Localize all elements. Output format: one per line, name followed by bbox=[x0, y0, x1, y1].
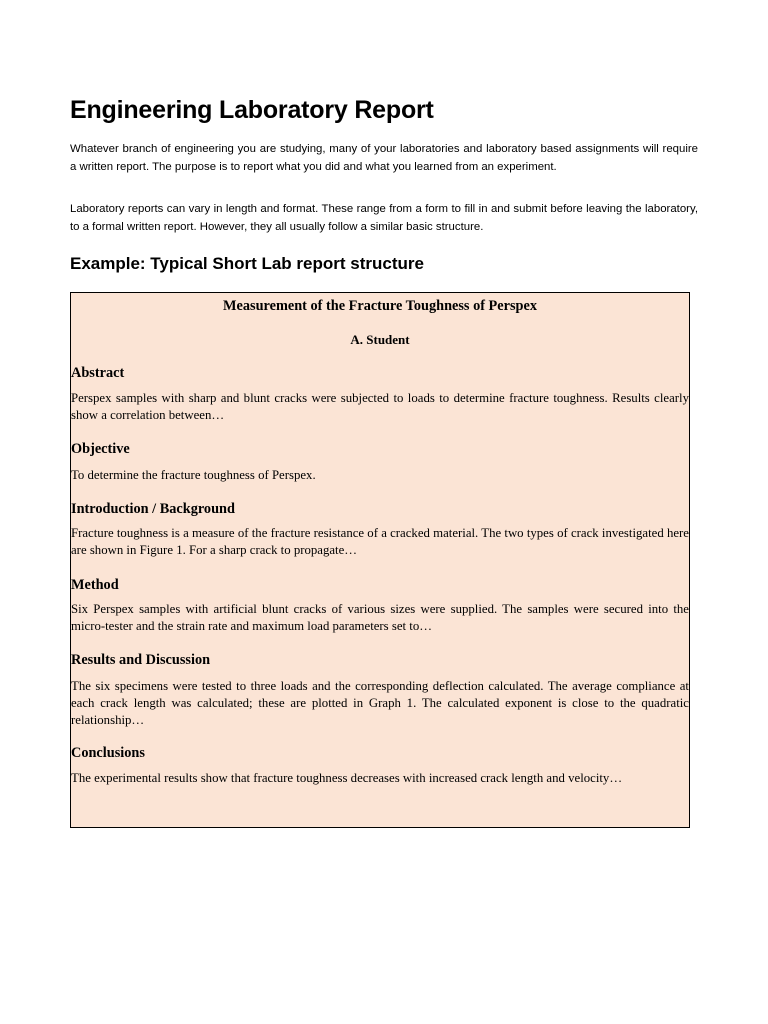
section-body-abstract: Perspex samples with sharp and blunt cracks were subjected to loads to determine fracture toughness. Results clearly show a correlation between… bbox=[71, 391, 689, 422]
section-heading-introduction: Introduction / Background bbox=[71, 501, 235, 517]
section-body-results: The six specimens were tested to three loads and the corresponding deflection calculated. The average compliance at each crack length was calculated; these are plotted in Graph 1. The calculated exponent is close to the quadratic relationship… bbox=[71, 679, 689, 727]
intro-paragraph-2: Laboratory reports can vary in length and format. These range from a form to fill in and submit before leaving the laboratory, to a formal written report. However, they all usually follow a similar basic structure. bbox=[70, 203, 698, 233]
example-heading: Example: Typical Short Lab report structure bbox=[70, 254, 424, 273]
section-heading-results: Results and Discussion bbox=[71, 652, 211, 668]
example-report-box bbox=[70, 292, 690, 828]
section-heading-conclusions: Conclusions bbox=[71, 745, 145, 761]
section-body-introduction: Fracture toughness is a measure of the fracture resistance of a cracked material. The two types of crack investigated here are shown in Figure 1. For a sharp crack to propagate… bbox=[71, 526, 689, 557]
section-heading-abstract: Abstract bbox=[71, 365, 125, 381]
section-body-method: Six Perspex samples with artificial blunt cracks of various sizes were supplied. The samples were secured into the micro-tester and the strain rate and maximum load parameters set to… bbox=[71, 602, 689, 633]
report-title: Measurement of the Fracture Toughness of Perspex bbox=[223, 298, 537, 314]
section-body-objective: To determine the fracture toughness of Perspex. bbox=[71, 468, 316, 482]
section-body-conclusions: The experimental results show that fracture toughness decreases with increased crack length and velocity… bbox=[71, 771, 623, 785]
page-title: Engineering Laboratory Report bbox=[70, 96, 434, 124]
report-author: A. Student bbox=[350, 332, 410, 347]
section-heading-method: Method bbox=[71, 577, 119, 593]
intro-paragraph-1: Whatever branch of engineering you are studying, many of your laboratories and laboratory based assignments will require a written report. The purpose is to report what you did and what you learned from an experiment. bbox=[70, 143, 698, 173]
section-heading-objective: Objective bbox=[71, 441, 130, 457]
